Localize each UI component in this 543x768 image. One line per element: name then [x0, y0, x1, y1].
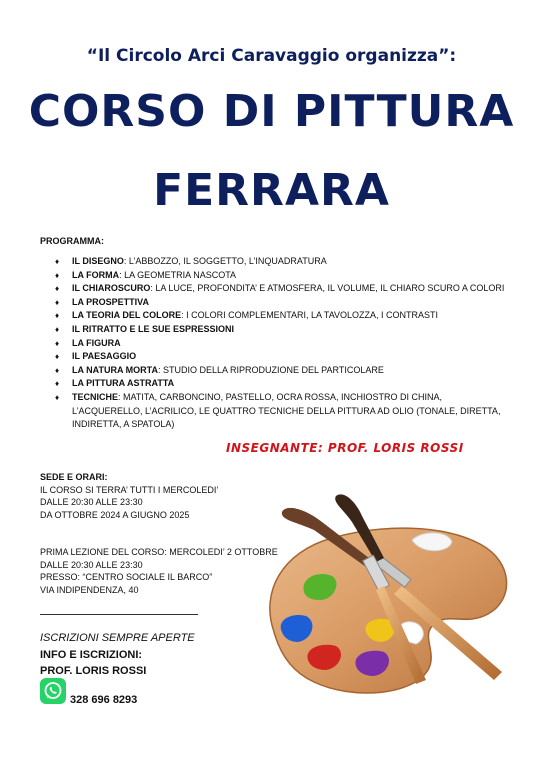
contact-name: PROF. LORIS ROSSI	[40, 665, 147, 677]
diamond-bullet-icon: ♦	[55, 338, 60, 348]
course-city: FERRARA	[153, 165, 390, 216]
programma-item: ♦ LA PROSPETTIVA	[55, 296, 515, 310]
programma-item: ♦ LA NATURA MORTA: STUDIO DELLA RIPRODUZIONE DEL PARTICOLARE	[55, 364, 515, 378]
info-heading: INFO E ISCRIZIONI:	[40, 649, 143, 661]
diamond-bullet-icon: ♦	[55, 365, 60, 375]
course-title: CORSO DI PITTURA	[28, 86, 515, 137]
sede-line: DA OTTOBRE 2024 A GIUGNO 2025	[40, 509, 190, 520]
diamond-bullet-icon: ♦	[55, 311, 60, 321]
whatsapp-icon	[40, 678, 66, 704]
sede-heading: SEDE E ORARI:	[40, 472, 108, 482]
iscrizioni-open: ISCRIZIONI SEMPRE APERTE	[40, 632, 195, 644]
divider	[40, 614, 198, 615]
lezione-line: PRIMA LEZIONE DEL CORSO: MERCOLEDI’ 2 OTTOBRE	[40, 547, 278, 557]
diamond-bullet-icon: ♦	[55, 352, 60, 362]
programma-item: ♦ LA FIGURA	[55, 337, 515, 351]
lezione-line: DALLE 20:30 ALLE 23:30	[40, 559, 143, 570]
diamond-bullet-icon: ♦	[55, 379, 60, 389]
programma-item: ♦ IL RITRATTO E LE SUE ESPRESSIONI	[55, 323, 515, 337]
programma-heading: PROGRAMMA:	[40, 236, 104, 246]
info-block	[40, 647, 146, 679]
organizer-line: “Il Circolo Arci Caravaggio organizza”:	[86, 46, 457, 66]
teacher-line: INSEGNANTE: PROF. LORIS ROSSI	[226, 441, 464, 455]
prima-lezione-block	[40, 546, 278, 596]
paint-palette-brushes-icon	[252, 482, 524, 700]
diamond-bullet-icon: ♦	[55, 284, 60, 294]
phone-number: 328 696 8293	[70, 694, 138, 706]
programma-item: ♦ IL CHIAROSCURO: LA LUCE, PROFONDITA’ E ATMOSFERA, IL VOLUME, IL CHIARO SCURO A COLORI	[55, 282, 515, 296]
lezione-line: PRESSO: “CENTRO SOCIALE IL BARCO”	[40, 572, 213, 583]
programma-item: ♦ TECNICHE: MATITA, CARBONCINO, PASTELLO, OCRA ROSSA, INCHIOSTRO DI CHINA, L’ACQUERELLO, L’ACRILICO, LE QUATTRO TECNICHE DELLA PITTURA AD OLIO (TONALE, DIRETTA, INDIRETTA, A SPATOLA)	[55, 391, 501, 430]
lezione-line: VIA INDIPENDENZA, 40	[40, 584, 139, 595]
programma-item: ♦ IL DISEGNO: L’ABBOZZO, IL SOGGETTO, L’INQUADRATURA	[55, 255, 515, 269]
diamond-bullet-icon: ♦	[55, 257, 60, 266]
diamond-bullet-icon: ♦	[55, 324, 60, 334]
sede-orari-block	[40, 471, 218, 521]
diamond-bullet-icon: ♦	[55, 392, 60, 402]
programma-item: ♦ LA FORMA: LA GEOMETRIA NASCOTA	[55, 269, 515, 283]
diamond-bullet-icon: ♦	[55, 297, 60, 307]
diamond-bullet-icon: ♦	[55, 270, 60, 280]
programma-item: ♦ LA TEORIA DEL COLORE: I COLORI COMPLEMENTARI, LA TAVOLOZZA, I CONTRASTI	[55, 309, 515, 323]
programma-item: ♦ IL PAESAGGIO	[55, 350, 515, 364]
programma-list	[55, 255, 515, 432]
sede-line: DALLE 20:30 ALLE 23:30	[40, 497, 143, 508]
programma-item: ♦ LA PITTURA ASTRATTA	[55, 377, 515, 391]
sede-line: IL CORSO SI TERRA’ TUTTI I MERCOLEDI’	[40, 484, 219, 495]
